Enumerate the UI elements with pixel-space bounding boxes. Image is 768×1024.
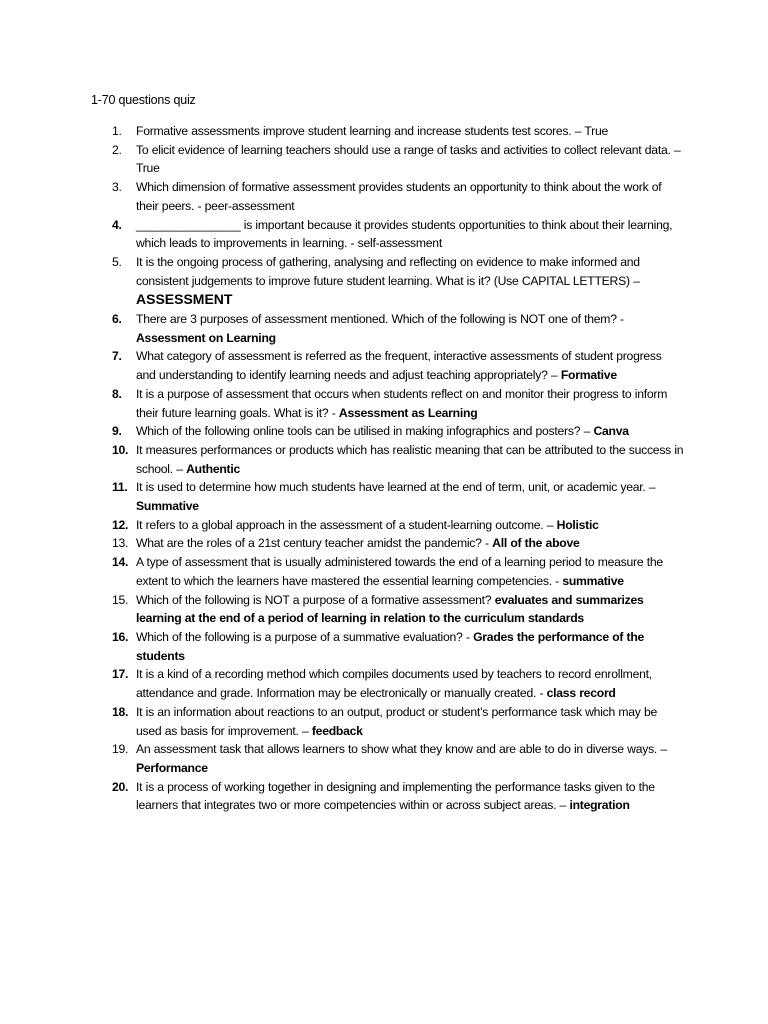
question-text: It is a kind of a recording method which compiles documents used by teachers to record enrollment, attendance and grade. Information may be electronically or manually created. - [136,667,652,701]
question-item [0,310,684,347]
question-number: 11. [112,480,128,495]
question-answer: Canva [593,424,629,439]
question-text: An assessment task that allows learners to show what they know and are able to do in diverse ways. – [136,742,667,757]
question-text: What category of assessment is referred as the frequent, interactive assessments of student progress and understanding to identify learning needs and adjust teaching appropriately? – [136,349,662,383]
question-text: Formative assessments improve student learning and increase students test scores. – [136,124,582,138]
question-text: To elicit evidence of learning teachers should use a range of tasks and activities to collect relevant data. – [136,142,681,157]
question-answer: ASSESSMENT [136,291,233,308]
question-text: ________________ is important because it provides students opportunities to think about their learning, which leads to improvements in learning. - [136,217,673,251]
question-item [0,591,684,628]
question-number: 9. [112,424,122,439]
question-item [0,216,684,253]
document-title: 1-70 questions quiz [91,93,196,107]
question-number: 15. [112,592,129,607]
question-item [0,253,684,310]
question-answer: Summative [136,499,199,514]
question-item [0,122,684,141]
question-number: 5. [112,254,122,269]
question-text: It is the ongoing process of gathering, analysing and reflecting on evidence to make informed and consistent judgements to improve future student learning. What is it? (Use CAPITAL LETTERS) – [136,254,640,288]
question-number: 10. [112,442,129,457]
question-answer: True [136,161,160,176]
question-answer: self-assessment [357,236,442,251]
question-answer: class record [546,686,616,701]
question-text: Which of the following online tools can be utilised in making infographics and posters? – [136,424,591,439]
question-text: Which of the following is NOT a purpose of a formative assessment? [136,592,492,607]
question-answer: summative [562,573,624,588]
question-answer: Authentic [186,461,241,476]
question-number: 2. [112,142,122,157]
question-item [0,553,684,590]
question-item [0,441,684,478]
question-answer: feedback [311,723,363,738]
question-item [0,347,684,384]
question-number: 14. [112,555,129,570]
question-text: It measures performances or products which has realistic meaning that can be attributed to the success in school. – [136,442,684,476]
question-number: 19. [112,742,129,757]
question-text: It is a process of working together in designing and implementing the performance tasks given to the learners that integrates two or more competencies within or across subject areas. – [136,779,655,813]
question-item [0,778,684,815]
question-answer: peer-assessment [204,198,295,213]
question-text: It is used to determine how much students have learned at the end of term, unit, or academic year. – [136,480,656,495]
question-answer: All of the above [492,536,580,551]
question-text: A type of assessment that is usually administered towards the end of a learning period to measure the extent to which the learners have mastered the essential learning competencies. - [136,555,663,588]
question-item [0,703,684,740]
question-number: 6. [112,312,122,327]
question-answer: Grades the performance of the students [136,629,645,663]
question-text: Which dimension of formative assessment provides students an opportunity to think about the work of their peers. - [136,180,662,213]
question-text: Which of the following is a purpose of a summative evaluation? - [136,629,470,644]
question-item [0,178,684,215]
question-number: 13. [112,536,129,551]
question-text: It is a purpose of assessment that occurs when students reflect on and monitor their progress to inform their future learning goals. What is it? - [136,386,668,420]
question-answer: Holistic [556,517,599,532]
question-item [0,478,684,515]
question-item [0,516,684,535]
question-number: 17. [112,667,129,682]
question-item [0,534,684,553]
question-number: 20. [112,779,129,794]
question-answer: integration [569,798,630,813]
question-item [0,665,684,702]
question-item [0,385,684,422]
question-answer: evaluates and summarizes learning at the end of a period of learning in relation to the curriculum standards [136,592,644,626]
question-number: 1. [112,124,122,138]
question-text: It is an information about reactions to an output, product or student’s performance task which may be used as basis for improvement. – [136,704,658,738]
question-item [0,422,684,441]
question-number: 12. [112,517,129,532]
question-answer: Performance [136,760,208,775]
question-answer: Assessment on Learning [136,330,276,345]
question-text: There are 3 purposes of assessment mentioned. Which of the following is NOT one of them? - [136,312,624,327]
question-item [0,740,684,777]
question-answer: True [584,124,609,138]
question-number: 4. [112,217,122,232]
question-number: 7. [112,349,122,364]
question-list [0,122,768,815]
question-number: 16. [112,629,129,644]
question-text: It refers to a global approach in the assessment of a student-learning outcome. – [136,517,554,532]
question-number: 3. [112,180,122,195]
question-item [0,628,684,665]
question-item [0,141,684,178]
question-answer: Assessment as Learning [338,405,478,420]
question-number: 8. [112,386,122,401]
question-answer: Formative [560,368,617,383]
question-number: 18. [112,704,129,719]
question-text: What are the roles of a 21st century teacher amidst the pandemic? - [136,536,489,551]
